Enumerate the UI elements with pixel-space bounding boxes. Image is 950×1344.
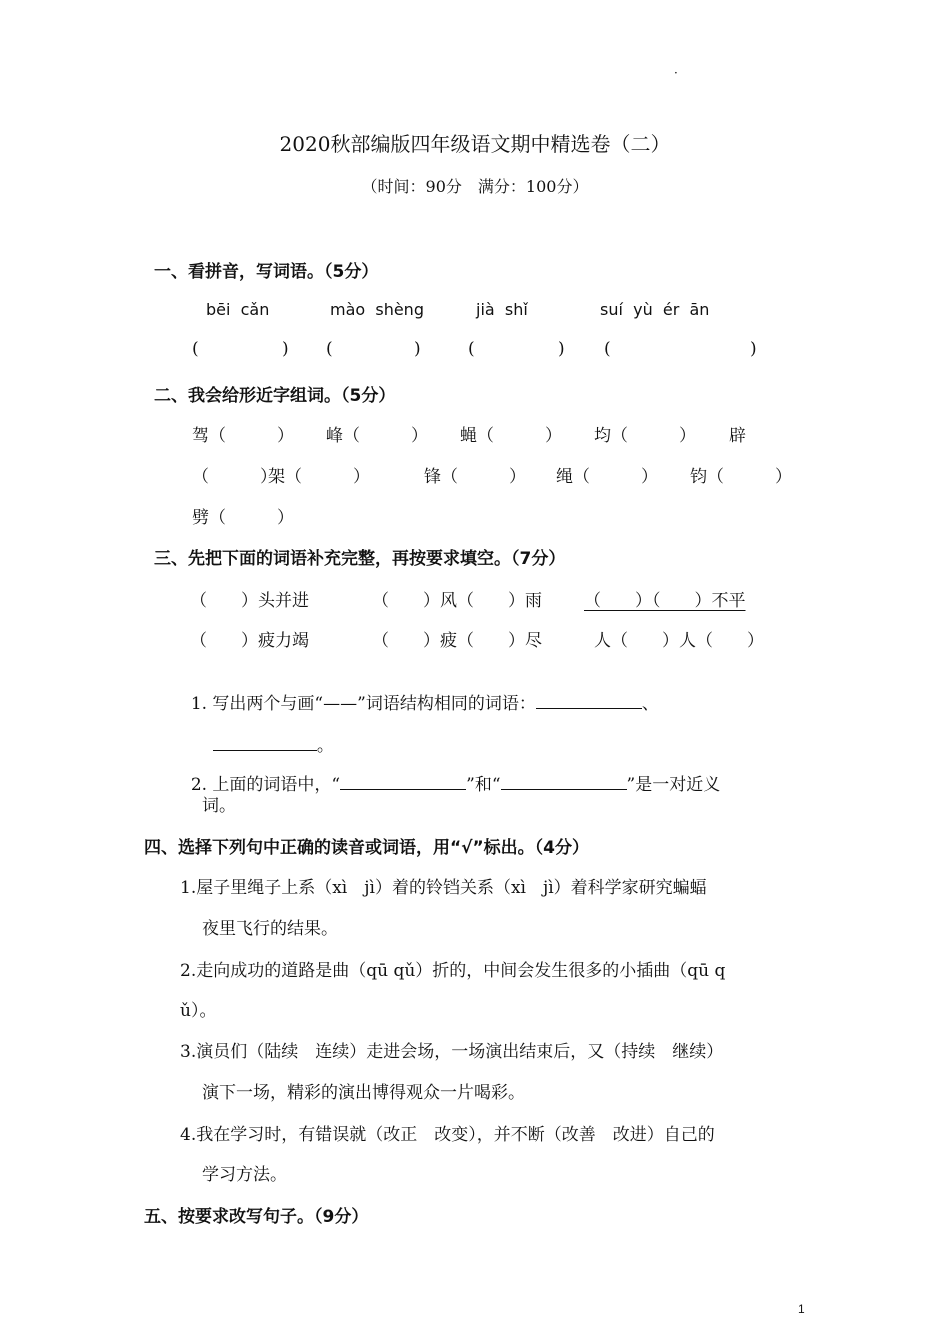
- question-end: 。: [316, 736, 334, 756]
- pinyin-1: bēi cǎn: [206, 300, 270, 319]
- answer-bracket-close-3: ): [558, 339, 565, 359]
- word-item: 劈（ ）: [192, 508, 294, 528]
- question-4-3: 3.演员们（陆续 连续）走进会场，一场演出结束后，又（持续 继续）: [180, 1042, 724, 1062]
- word-item: 钧（ ）: [690, 467, 792, 487]
- answer-bracket-open-4: (: [604, 339, 611, 359]
- word-item: 绳（ ）: [556, 467, 658, 487]
- answer-bracket-open-3: (: [468, 339, 475, 359]
- word-item: 峰（ ）: [326, 426, 428, 446]
- question-4-1-cont: 夜里飞行的结果。: [202, 919, 338, 939]
- answer-blank[interactable]: [213, 732, 317, 751]
- question-3-2: [180, 750, 720, 795]
- question-text: ”是一对近义: [626, 775, 721, 795]
- word-item: 均（ ）: [594, 426, 696, 446]
- question-text: ”和“: [466, 775, 501, 795]
- answer-bracket-open-2: (: [326, 339, 333, 359]
- section-3-heading: 三、先把下面的词语补充完整，再按要求填空。（7分）: [154, 549, 566, 569]
- section-4-heading: 四、选择下列句中正确的读音或词语，用“√”标出。（4分）: [144, 838, 590, 858]
- answer-blank[interactable]: [536, 690, 642, 709]
- word-item: 蝇（ ）: [460, 426, 562, 446]
- idiom-item: 人（ ）人（ ）: [594, 631, 764, 651]
- page-title: 2020秋部编版四年级语文期中精选卷（二）: [279, 132, 671, 156]
- pinyin-4: suí yù ér ān: [600, 300, 710, 319]
- pinyin-3: jià shǐ: [476, 300, 528, 319]
- question-4-2: 2.走向成功的道路是曲（qū qǔ）折的，中间会发生很多的小插曲（qū q: [180, 961, 726, 981]
- idiom-item: （ ）风（ ）雨: [372, 591, 542, 611]
- question-3-1: [180, 669, 659, 714]
- word-item: （ ）: [192, 467, 277, 487]
- page-dot: ·: [674, 66, 678, 80]
- question-3-2-cont: 词。: [202, 796, 236, 816]
- question-4-4-cont: 学习方法。: [202, 1165, 287, 1185]
- answer-blank[interactable]: [340, 771, 466, 790]
- idiom-item: （ ）疲（ ）尽: [372, 631, 542, 651]
- word-item: 辟: [729, 426, 746, 446]
- word-item: 驾（ ）: [192, 426, 294, 446]
- question-text: 1. 写出两个与画“——”词语结构相同的词语：: [190, 694, 536, 714]
- page-number: 1: [798, 1302, 805, 1316]
- answer-blank[interactable]: [501, 771, 627, 790]
- section-5-heading: 五、按要求改写句子。（9分）: [144, 1207, 369, 1227]
- idiom-item: （ ）疲力竭: [190, 631, 309, 651]
- separator: 、: [641, 694, 659, 714]
- page-subtitle: （时间：90分 满分：100分）: [361, 177, 589, 196]
- answer-bracket-close-1: ): [282, 339, 289, 359]
- idiom-item: （ ）头并进: [190, 591, 309, 611]
- question-4-2-cont: ǔ）。: [180, 1001, 217, 1021]
- answer-bracket-close-4: ): [750, 339, 757, 359]
- pinyin-2: mào shèng: [330, 300, 424, 319]
- idiom-item-underlined: （ ）（ ）不平: [584, 591, 746, 611]
- question-4-3-cont: 演下一场，精彩的演出博得观众一片喝彩。: [202, 1083, 525, 1103]
- answer-bracket-open-1: (: [192, 339, 199, 359]
- question-text: 2. 上面的词语中，“: [190, 775, 341, 795]
- section-1-heading: 一、看拼音，写词语。（5分）: [154, 262, 379, 282]
- answer-bracket-close-2: ): [414, 339, 421, 359]
- word-item: 架（ ）: [268, 467, 370, 487]
- question-4-1: 1.屋子里绳子上系（xì jì）着的铃铛关系（xì jì）着科学家研究蝙蝠: [180, 878, 707, 898]
- word-item: 锋（ ）: [424, 467, 526, 487]
- section-2-heading: 二、我会给形近字组词。（5分）: [154, 386, 396, 406]
- question-4-4: 4.我在学习时，有错误就（改正 改变），并不断（改善 改进）自己的: [180, 1125, 715, 1145]
